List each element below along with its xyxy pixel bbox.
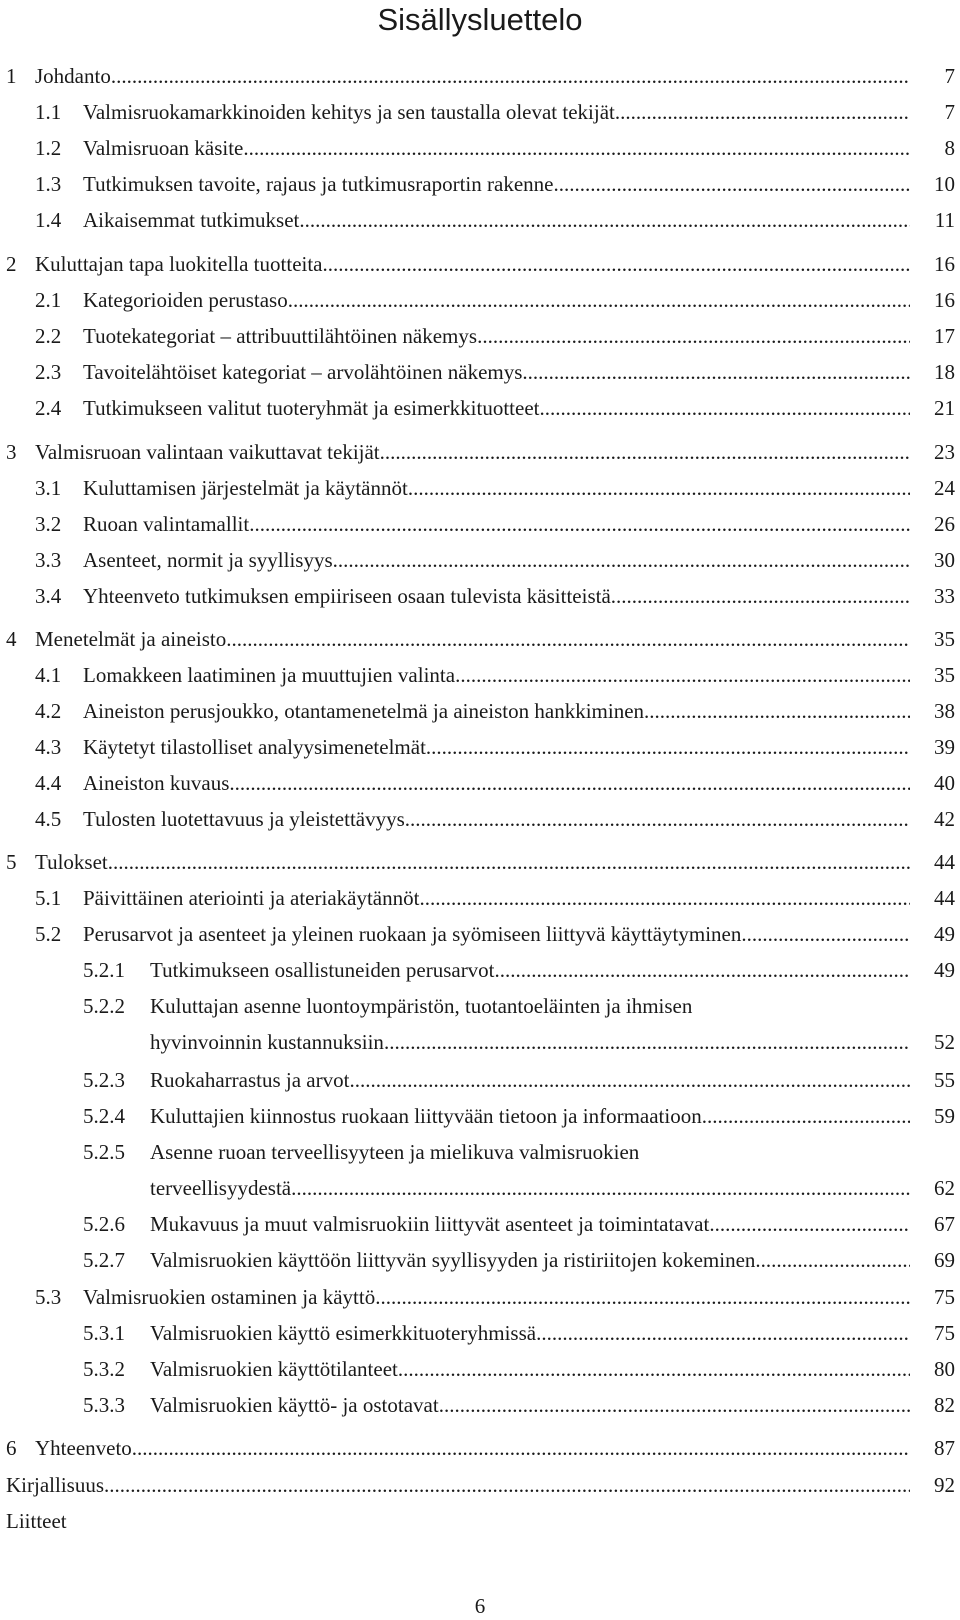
dot-leader [349, 1064, 910, 1096]
toc-entry-number: 3.4 [35, 584, 62, 608]
toc-entry[interactable] [0, 508, 960, 540]
toc-entry-leader-group [83, 1281, 910, 1313]
toc-entry-leader-group [35, 248, 910, 280]
toc-entry-number: 1.1 [35, 100, 62, 124]
toc-entry-page: 35 [934, 627, 955, 651]
toc-entry-title: Asenteet, normit ja syyllisyys [83, 548, 333, 572]
toc-entry-number: 3 [6, 440, 17, 464]
toc-entry-title-line1: Asenne ruoan terveellisyyteen ja mielikuva valmisruokien [150, 1140, 640, 1164]
toc-entry-number: 5.2.2 [83, 994, 125, 1018]
toc-entry[interactable] [0, 1432, 960, 1464]
toc-entry-page: 11 [934, 208, 955, 232]
dot-leader [380, 436, 910, 468]
toc-entry-number: 5.2.3 [83, 1068, 125, 1092]
toc-entry-number: 4.4 [35, 771, 62, 795]
toc-entry-number: 5.3.3 [83, 1393, 125, 1417]
toc-entry-wrapped-line [0, 1136, 960, 1168]
toc-entry-title: Johdanto [35, 64, 111, 88]
toc-entry-title: Tutkimuksen tavoite, rajaus ja tutkimusraportin rakenne [83, 172, 554, 196]
toc-entry-title: Käytetyt tilastolliset analyysimenetelmät [83, 735, 426, 759]
toc-entry-page: 7 [944, 100, 955, 124]
toc-entry-leader-group [83, 284, 910, 316]
toc-entry-leader-group [83, 356, 910, 388]
toc-entry-page: 62 [934, 1176, 955, 1200]
toc-entry[interactable] [0, 1353, 960, 1385]
toc-entry-leader-group [150, 1244, 910, 1276]
toc-entry-title: Tulosten luotettavuus ja yleistettävyys [83, 807, 405, 831]
dot-leader [243, 132, 910, 164]
toc-entry-title: Kirjallisuus [6, 1473, 104, 1497]
toc-entry-page: 59 [934, 1104, 955, 1128]
toc-entry-page: 17 [934, 324, 955, 348]
toc-entry-number: 4.1 [35, 663, 62, 687]
toc-entry-number: 1 [6, 64, 17, 88]
toc-entry-title: Valmisruoan valintaan vaikuttavat tekijät [35, 440, 380, 464]
toc-entry-page: 87 [934, 1436, 955, 1460]
toc-entry-wrapped-line [0, 990, 960, 1022]
toc-entry-title: Valmisruokien käyttö- ja ostotavat [150, 1393, 439, 1417]
toc-entry-title: Kuluttamisen järjestelmät ja käytännöt [83, 476, 408, 500]
toc-entry-title: Tutkimukseen valitut tuoteryhmät ja esimerkkituotteet [83, 396, 540, 420]
toc-entry-leader-group [83, 544, 910, 576]
dot-leader [611, 580, 910, 612]
toc-entry-title: Valmisruokien käyttö esimerkkituoteryhmissä [150, 1321, 537, 1345]
toc-entry-number: 3.1 [35, 476, 62, 500]
toc-entry[interactable] [0, 96, 960, 128]
toc-entry-leader-group [35, 436, 910, 468]
toc-entry-page: 8 [944, 136, 955, 160]
toc-entry-title: Liitteet [6, 1509, 67, 1533]
toc-entry-page: 80 [934, 1357, 955, 1381]
dot-leader [539, 392, 910, 424]
toc-entry-number: 5 [6, 850, 17, 874]
toc-entry-page: 69 [934, 1248, 955, 1272]
toc-entry-number: 5.2.4 [83, 1104, 125, 1128]
toc-entry-title: Valmisruokien ostaminen ja käyttö [83, 1285, 376, 1309]
toc-entry-page: 16 [934, 252, 955, 276]
toc-entry[interactable] [0, 731, 960, 763]
toc-entry-number: 2.3 [35, 360, 62, 384]
dot-leader [536, 1317, 910, 1349]
toc-entry-number: 4.5 [35, 807, 62, 831]
toc-entry-number: 3.3 [35, 548, 62, 572]
toc-entry-title: Aikaisemmat tutkimukset [83, 208, 300, 232]
toc-entry[interactable] [0, 767, 960, 799]
toc-entry-page: 92 [934, 1473, 955, 1497]
toc-entry-leader-group [83, 320, 910, 352]
toc-entry-page: 44 [934, 850, 955, 874]
toc-entry-page: 49 [934, 922, 955, 946]
toc-entry-title: Kuluttajan tapa luokitella tuotteita [35, 252, 323, 276]
toc-entry-page: 10 [934, 172, 955, 196]
toc-entry-title: Valmisruokamarkkinoiden kehitys ja sen taustalla olevat tekijät [83, 100, 615, 124]
toc-entry-page: 16 [934, 288, 955, 312]
toc-entry[interactable] [0, 1064, 960, 1096]
toc-entry-leader-group [83, 695, 910, 727]
toc-entry-number: 5.3 [35, 1285, 62, 1309]
toc-entry-title: Lomakkeen laatiminen ja muuttujien valinta [83, 663, 456, 687]
toc-entry[interactable] [0, 436, 960, 468]
toc-entry-title: Kategorioiden perustaso [83, 288, 288, 312]
toc-entry[interactable] [0, 168, 960, 200]
toc-entry-title: Tulokset [35, 850, 108, 874]
toc-entry-title: Ruokaharrastus ja arvot [150, 1068, 350, 1092]
toc-entry[interactable] [0, 544, 960, 576]
toc-entry-page: 49 [934, 958, 955, 982]
toc-entry-page: 82 [934, 1393, 955, 1417]
toc-entry-page: 7 [944, 64, 955, 88]
toc-entry[interactable] [0, 392, 960, 424]
toc-entry-title: hyvinvoinnin kustannuksiin [150, 1030, 384, 1054]
toc-entry-page: 52 [934, 1030, 955, 1054]
toc-entry-page: 40 [934, 771, 955, 795]
toc-entry-leader-group [150, 1208, 910, 1240]
toc-entry-leader-group [83, 508, 910, 540]
toc-entry-page: 30 [934, 548, 955, 572]
toc-entry-title: terveellisyydestä [150, 1176, 292, 1200]
dot-leader [455, 659, 910, 691]
toc-entry-title: Tutkimukseen osallistuneiden perusarvot [150, 958, 495, 982]
toc-entry[interactable] [0, 132, 960, 164]
dot-leader [226, 623, 910, 655]
toc-entry[interactable] [0, 1100, 960, 1132]
toc-entry-title: Yhteenveto [35, 1436, 132, 1460]
toc-entry-leader-group [83, 659, 910, 691]
toc-entry-leader-group [83, 392, 910, 424]
toc-entry-leader-group [83, 767, 910, 799]
dot-leader [111, 60, 910, 92]
toc-entry-page: 67 [934, 1212, 955, 1236]
toc-entry-leader-group [150, 1100, 910, 1132]
dot-leader [323, 248, 911, 280]
toc-entry-number: 1.3 [35, 172, 62, 196]
toc-entry[interactable] [0, 472, 960, 504]
toc-entry-page: 33 [934, 584, 955, 608]
toc-entry-page: 39 [934, 735, 955, 759]
toc-entry-page: 18 [934, 360, 955, 384]
toc-entry-number: 3.2 [35, 512, 62, 536]
toc-entry-title: Päivittäinen ateriointi ja ateriakäytännöt [83, 886, 420, 910]
toc-entry-number: 2.4 [35, 396, 62, 420]
toc-entry-leader-group [150, 1172, 910, 1204]
toc-entry[interactable] [0, 918, 960, 950]
toc-entry[interactable] [0, 882, 960, 914]
toc-entry-leader-group [150, 1064, 910, 1096]
dot-leader [741, 918, 910, 950]
toc-entry-leader-group [83, 472, 910, 504]
dot-leader [522, 356, 910, 388]
toc-entry-number: 4.3 [35, 735, 62, 759]
dot-leader [644, 695, 910, 727]
toc-entry[interactable] [0, 248, 960, 280]
toc-entry-number: 5.2 [35, 922, 62, 946]
toc-entry-leader-group [83, 204, 910, 236]
dot-leader [104, 1469, 910, 1501]
dot-leader [408, 472, 910, 504]
toc-entry-number: 5.3.1 [83, 1321, 125, 1345]
toc-entry-title-line1: Kuluttajan asenne luontoympäristön, tuotantoeläinten ja ihmisen [150, 994, 693, 1018]
page-title: Sisällysluettelo [377, 2, 583, 37]
toc-entry-leader-group [35, 846, 910, 878]
toc-entry-leader-group [150, 1317, 910, 1349]
toc-entry-title: Mukavuus ja muut valmisruokiin liittyvät asenteet ja toimintatavat [150, 1212, 710, 1236]
toc-entry-leader-group [83, 132, 910, 164]
toc-entry[interactable] [0, 204, 960, 236]
toc-entry-page: 35 [934, 663, 955, 687]
toc-entry[interactable] [0, 695, 960, 727]
dot-leader [288, 284, 910, 316]
toc-entry-title: Valmisruoan käsite [83, 136, 244, 160]
toc-entry-leader-group [83, 803, 910, 835]
toc-entry[interactable] [0, 846, 960, 878]
toc-entry-number: 2.1 [35, 288, 62, 312]
toc-entry-leader-group [35, 60, 910, 92]
toc-entry-title: Yhteenveto tutkimuksen empiiriseen osaan tulevista käsitteistä [83, 584, 611, 608]
toc-entry-leader-group [83, 168, 910, 200]
toc-entry-number: 5.2.7 [83, 1248, 125, 1272]
dot-leader [229, 767, 910, 799]
toc-entry-page: 55 [934, 1068, 955, 1092]
dot-leader [702, 1100, 910, 1132]
toc-entry-number: 5.1 [35, 886, 62, 910]
toc-entry-number: 2.2 [35, 324, 62, 348]
dot-leader [108, 846, 910, 878]
toc-entry-number: 2 [6, 252, 17, 276]
toc-entry-leader-group [83, 96, 910, 128]
toc-entry-page: 44 [934, 886, 955, 910]
toc-entry-title: Kuluttajien kiinnostus ruokaan liittyvään tietoon ja informaatioon [150, 1104, 702, 1128]
dot-leader [709, 1208, 910, 1240]
toc-entry[interactable] [0, 1026, 960, 1058]
dot-leader [419, 882, 910, 914]
toc-entry-leader-group [150, 954, 910, 986]
toc-entry-leader-group [83, 918, 910, 950]
toc-entry[interactable] [0, 1317, 960, 1349]
dot-leader [132, 1432, 910, 1464]
toc-entry-number: 5.3.2 [83, 1357, 125, 1381]
toc-entry-leader-group [83, 882, 910, 914]
dot-leader [375, 1281, 910, 1313]
toc-entry-leader-group [83, 731, 910, 763]
toc-entry-title: Aineiston kuvaus [83, 771, 230, 795]
toc-entry-title: Tuotekategoriat – attribuuttilähtöinen näkemys [83, 324, 478, 348]
dot-leader [249, 508, 910, 540]
toc-entry-leader-group [35, 623, 910, 655]
dot-leader [384, 1026, 910, 1058]
toc-entry[interactable] [0, 623, 960, 655]
toc-entry-number: 5.2.6 [83, 1212, 125, 1236]
toc-entry-title: Valmisruokien käyttöön liittyvän syyllisyyden ja ristiriitojen kokeminen [150, 1248, 756, 1272]
dot-leader [755, 1244, 910, 1276]
toc-entry[interactable] [0, 659, 960, 691]
dot-leader [299, 204, 910, 236]
toc-entry[interactable] [0, 580, 960, 612]
toc-entry[interactable] [0, 803, 960, 835]
toc-entry[interactable] [0, 1469, 960, 1501]
toc-entry[interactable] [0, 60, 960, 92]
toc-entry-page: 23 [934, 440, 955, 464]
toc-entry-number: 5.2.1 [83, 958, 125, 982]
page-number: 6 [474, 1594, 486, 1618]
dot-leader [553, 168, 910, 200]
toc-entry-page: 75 [934, 1285, 955, 1309]
toc-entry[interactable] [0, 1505, 960, 1537]
dot-leader [615, 96, 910, 128]
toc-entry-title: Tavoitelähtöiset kategoriat – arvolähtöinen näkemys [83, 360, 523, 384]
toc-entry-leader-group [6, 1469, 910, 1501]
toc-entry-number: 4.2 [35, 699, 62, 723]
toc-entry-page: 75 [934, 1321, 955, 1345]
dot-leader [477, 320, 910, 352]
toc-entry[interactable] [0, 1244, 960, 1276]
toc-entry[interactable] [0, 320, 960, 352]
toc-entry-page: 26 [934, 512, 955, 536]
toc-entry-number: 1.4 [35, 208, 62, 232]
toc-entry[interactable] [0, 1389, 960, 1421]
toc-entry-title: Menetelmät ja aineisto [35, 627, 227, 651]
toc-entry-page: 21 [934, 396, 955, 420]
toc-entry-number: 4 [6, 627, 17, 651]
toc-entry[interactable] [0, 1172, 960, 1204]
toc-entry[interactable] [0, 1208, 960, 1240]
toc-entry-page: 42 [934, 807, 955, 831]
toc-entry[interactable] [0, 284, 960, 316]
toc-entry[interactable] [0, 954, 960, 986]
toc-entry-number: 5.2.5 [83, 1140, 125, 1164]
toc-entry-number: 1.2 [35, 136, 62, 160]
toc-entry-page: 38 [934, 699, 955, 723]
toc-entry-number: 6 [6, 1436, 17, 1460]
toc-entry-page: 24 [934, 476, 955, 500]
dot-leader [398, 1353, 910, 1385]
toc-entry[interactable] [0, 1281, 960, 1313]
toc-entry-title: Aineiston perusjoukko, otantamenetelmä ja aineiston hankkiminen [83, 699, 645, 723]
toc-entry-title: Perusarvot ja asenteet ja yleinen ruokaan ja syömiseen liittyvä käyttäytyminen [83, 922, 742, 946]
dot-leader [426, 731, 910, 763]
toc-entry-leader-group [35, 1432, 910, 1464]
toc-entry-leader-group [6, 1505, 910, 1537]
dot-leader [439, 1389, 910, 1421]
toc-entry-leader-group [150, 1026, 910, 1058]
toc-entry-title: Valmisruokien käyttötilanteet [150, 1357, 398, 1381]
toc-entry-title: Ruoan valintamallit [83, 512, 250, 536]
dot-leader [495, 954, 910, 986]
toc-entry-leader-group [150, 1389, 910, 1421]
dot-leader [333, 544, 910, 576]
dot-leader [405, 803, 910, 835]
toc-entry-leader-group [83, 580, 910, 612]
dot-leader [291, 1172, 910, 1204]
toc-entry-leader-group [150, 1353, 910, 1385]
toc-entry[interactable] [0, 356, 960, 388]
